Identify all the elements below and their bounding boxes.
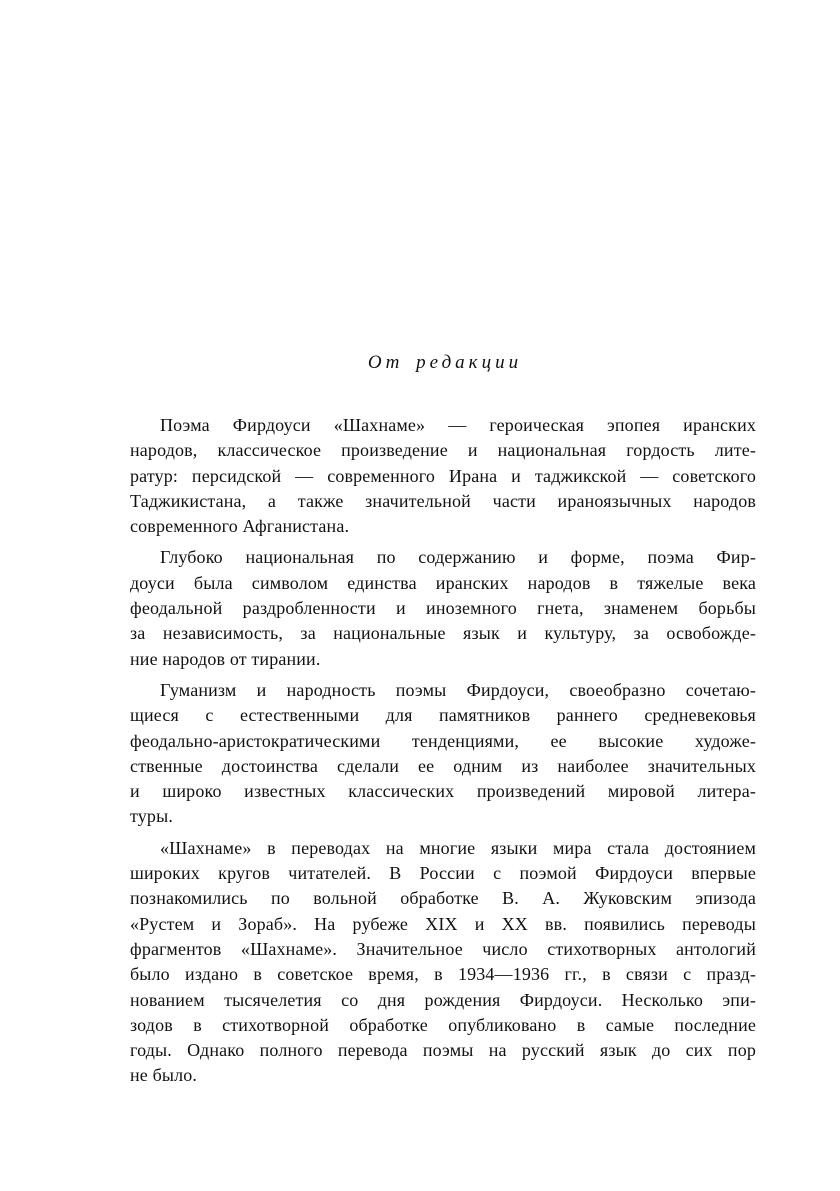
text-line: феодально-аристократическими тенденциями, ее высокие художе- bbox=[130, 730, 756, 751]
paragraph-3 bbox=[130, 678, 756, 830]
text-line: туры. bbox=[130, 806, 173, 827]
text-line: ственные достоинства сделали ее одним из наиболее значительных bbox=[130, 755, 756, 776]
text-line: не было. bbox=[130, 1065, 198, 1086]
text-line: было издано в советское время, в 1934—1936 гг., в связи с празд- bbox=[130, 964, 756, 985]
text-line: доуси была символом единства иранских народов в тяжелые века bbox=[130, 572, 756, 593]
text-line: годы. Однако полного перевода поэмы на русский язык до сих пор bbox=[130, 1040, 756, 1061]
text-line: Гуманизм и народность поэмы Фирдоуси, своеобразно сочетаю- bbox=[160, 679, 756, 700]
text-line: и широко известных классических произведений мировой литера- bbox=[130, 781, 756, 802]
paragraph-1 bbox=[130, 413, 756, 539]
text-line: познакомились по вольной обработке В. А. Жуковским эпизода bbox=[130, 888, 756, 909]
text-line: Таджикистана, а также значительной части ираноязычных народов bbox=[130, 490, 756, 511]
text-line: фрагментов «Шахнаме». Значительное число стихотворных антологий bbox=[130, 938, 756, 959]
text-line: ние народов от тирании. bbox=[130, 648, 321, 669]
text-line: широких кругов читателей. В России с поэмой Фирдоуси впервые bbox=[130, 863, 756, 884]
paragraph-2 bbox=[130, 545, 756, 671]
text-line: ратур: персидской — современного Ирана и таджикской — советского bbox=[130, 465, 756, 486]
text-line: народов, классическое произведение и национальная гордость лите- bbox=[130, 440, 756, 461]
text-line: Поэма Фирдоуси «Шахнаме» — героическая эпопея иранских bbox=[160, 415, 756, 435]
text-line: феодальной раздробленности и иноземного гнета, знаменем борьбы bbox=[130, 598, 756, 619]
text-line: «Рустем и Зораб». На рубеже XIX и XX вв. появились переводы bbox=[130, 913, 756, 934]
paragraph-4 bbox=[130, 836, 756, 1089]
text-line: «Шахнаме» в переводах на многие языки мира стала достоянием bbox=[160, 837, 756, 858]
text-line: за независимость, за национальные язык и культуру, за освобожде- bbox=[130, 623, 756, 644]
body-text bbox=[130, 413, 756, 1095]
text-line: щиеся с естественными для памятников раннего средневековья bbox=[130, 705, 756, 726]
text-line: зодов в стихотворной обработке опубликовано в самые последние bbox=[130, 1014, 756, 1035]
text-line: нованием тысячелетия со дня рождения Фирдоуси. Несколько эпи- bbox=[130, 989, 756, 1010]
text-line: Глубоко национальная по содержанию и форме, поэма Фир- bbox=[160, 547, 756, 568]
page-title: От редакции bbox=[367, 352, 523, 373]
text-line: современного Афганистана. bbox=[130, 516, 350, 537]
